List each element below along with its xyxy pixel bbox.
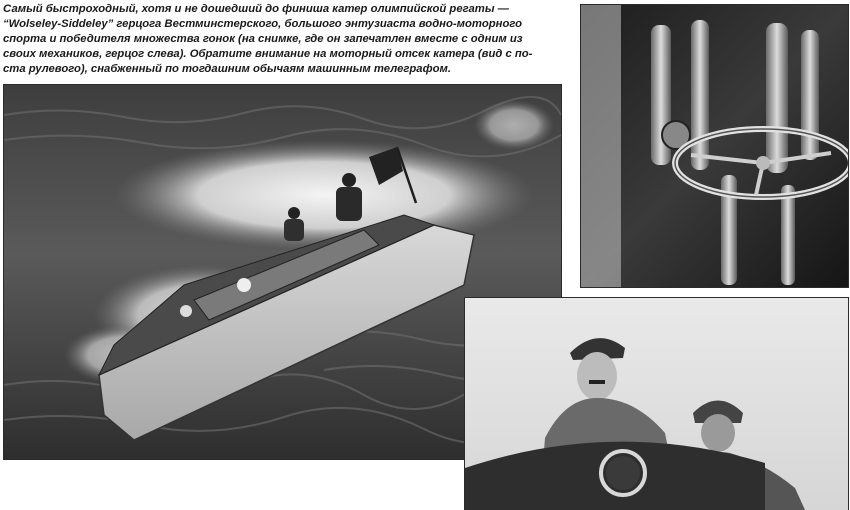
portrait-photo xyxy=(464,297,849,510)
caption-line: “Wolseley-Siddeley” герцога Вестминстерского, большого энтузиаста водно-моторного xyxy=(3,18,522,30)
caption-line: Самый быстроходный, хотя и не дошедший до финиша катер олимпийской регаты — xyxy=(3,3,509,15)
engine-photo-image xyxy=(581,5,848,287)
photo-caption xyxy=(3,2,573,77)
engine-photo xyxy=(580,4,849,288)
caption-line: ста рулевого), снабженный по тогдашним обычаям машинным телеграфом. xyxy=(3,63,451,75)
portrait-photo-image xyxy=(465,298,848,510)
caption-line: спорта и победителя множества гонок (на снимке, где он запечатлен вместе с одним из xyxy=(3,33,523,45)
caption-line: своих механиков, герцог слева). Обратите внимание на моторный отсек катера (вид с по- xyxy=(3,48,533,60)
